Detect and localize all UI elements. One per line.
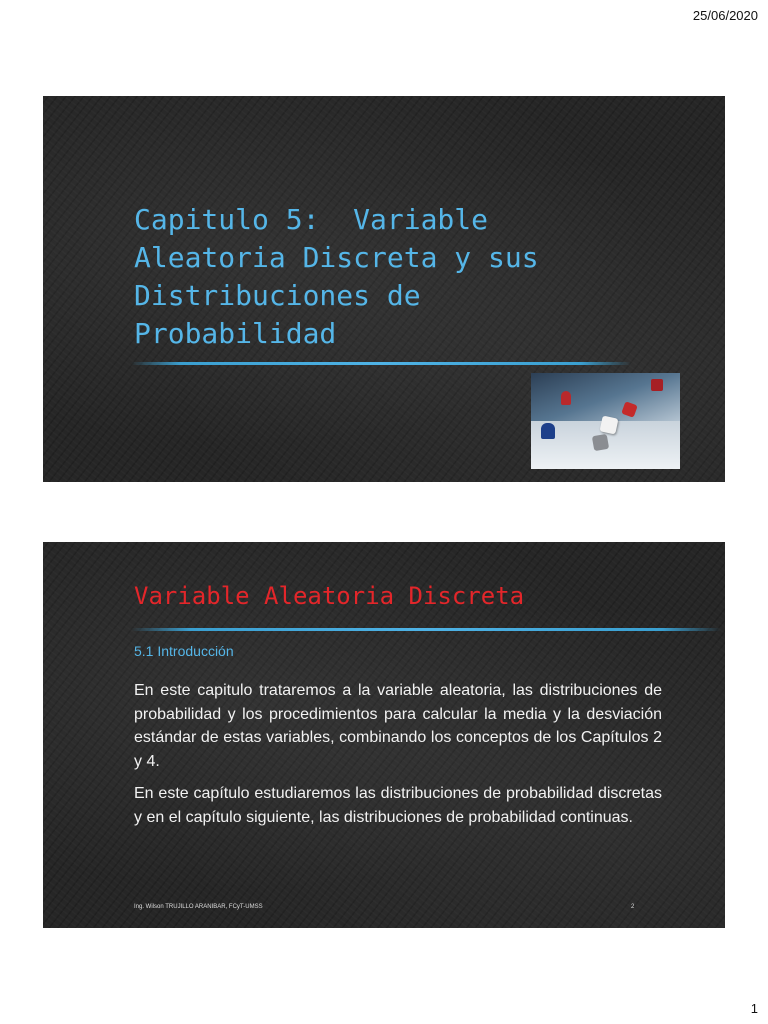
dice-board-game-photo [531, 373, 680, 469]
slide-1-title: Capitulo 5: Variable Aleatoria Discreta y sus Distribuciones de Probabilidad [134, 203, 556, 350]
slide-1 [43, 96, 725, 482]
slide-2-body [134, 679, 662, 838]
slide-footer-author: Ing. Wilson TRUJILLO ARANIBAR, FCyT-UMSS [134, 904, 263, 910]
blue-pawn [541, 423, 555, 439]
body-paragraph: En este capitulo trataremos a la variable aleatoria, las distribuciones de probabilidad y los procedimientos para calcular la media y la desviación estándar de estas variables, combinando los conceptos de los Capítulos 2 y 4. [134, 682, 662, 770]
handout-page-number: 1 [750, 1001, 758, 1016]
white-die [600, 416, 619, 435]
body-paragraph: En este capítulo estudiaremos las distribuciones de probabilidad discretas y en el capítulo siguiente, las distribuciones de probabilidad continuas. [134, 785, 662, 826]
slide-2 [43, 542, 725, 928]
section-subtitle: 5.1 Introducción [134, 643, 234, 659]
slide-2-title-rule [131, 628, 721, 631]
slide-1-title-rule [131, 362, 631, 365]
slide-footer-page-number: 2 [631, 904, 635, 910]
red-die [651, 379, 663, 391]
grey-die [592, 434, 609, 451]
slide-2-title: Variable Aleatoria Discreta [134, 582, 525, 610]
red-die [621, 401, 638, 418]
handout-date: 25/06/2020 [692, 8, 758, 23]
red-pawn [561, 391, 571, 405]
